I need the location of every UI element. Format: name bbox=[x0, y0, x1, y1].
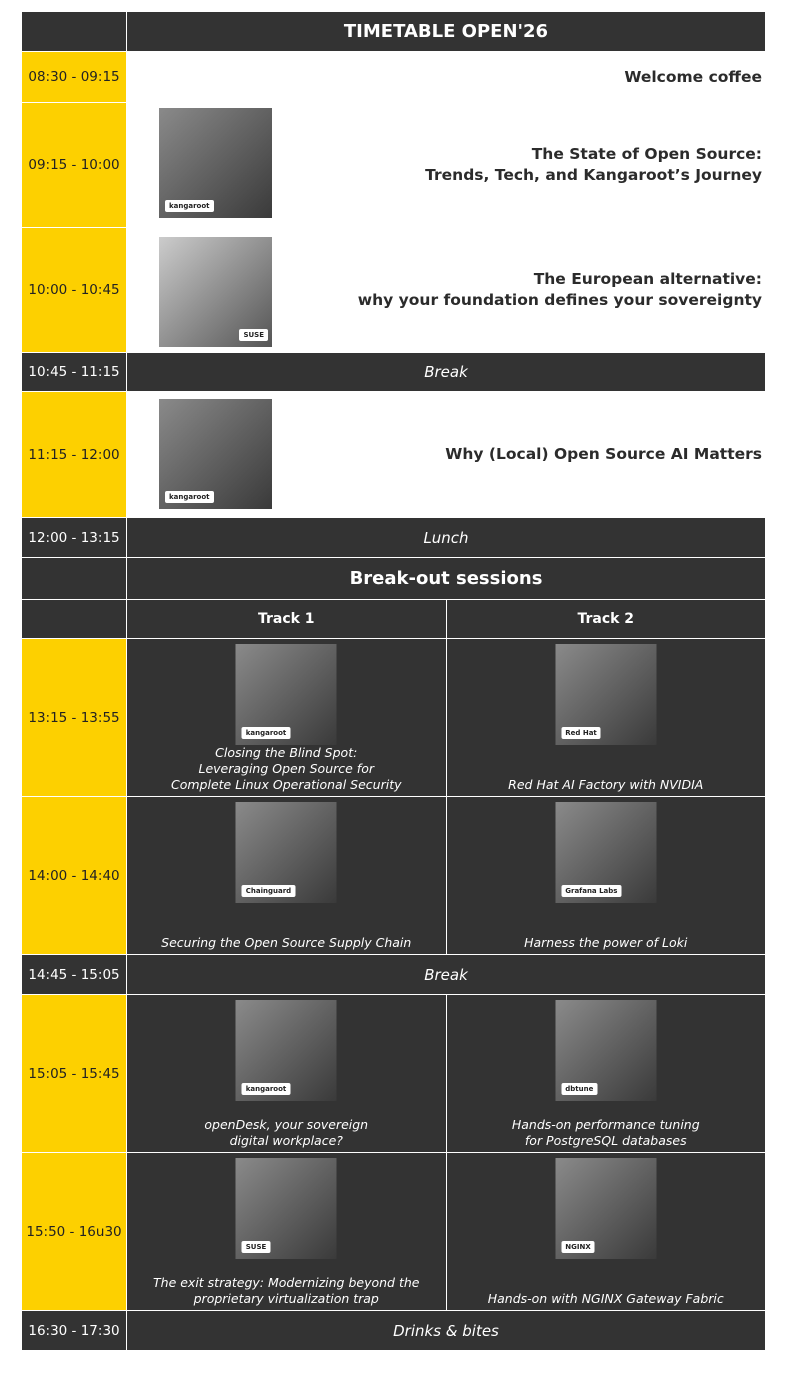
time-slot: 11:15 - 12:00 bbox=[22, 392, 127, 517]
break-row bbox=[22, 353, 765, 392]
time-slot: 09:15 - 10:00 bbox=[22, 103, 127, 227]
session-title: Harness the power of Loki bbox=[524, 935, 688, 950]
time-slot: 08:30 - 09:15 bbox=[22, 52, 127, 102]
speaker-photo bbox=[236, 1158, 337, 1259]
sponsor-logo: kangaroot bbox=[165, 491, 214, 503]
break-label: Drinks & bites bbox=[127, 1311, 765, 1350]
time-slot: 12:00 - 13:15 bbox=[22, 518, 127, 557]
breakout-row bbox=[22, 1153, 765, 1311]
speaker-photo bbox=[555, 1000, 656, 1101]
speaker-photo bbox=[236, 644, 337, 745]
breakout-header-row bbox=[22, 558, 765, 600]
sponsor-logo: dbtune bbox=[561, 1083, 597, 1095]
track-2-session bbox=[447, 1153, 766, 1310]
session-title: Hands-on performance tuning for PostgreSQL databases bbox=[511, 1117, 700, 1148]
time-slot: 15:05 - 15:45 bbox=[22, 995, 127, 1152]
session-title: The State of Open Source: Trends, Tech, and Kangaroot’s Journey bbox=[425, 145, 762, 184]
header-row bbox=[22, 12, 765, 52]
time-header bbox=[22, 12, 127, 51]
speaker-photo bbox=[159, 399, 272, 509]
speaker-photo bbox=[236, 802, 337, 903]
time-slot: 14:45 - 15:05 bbox=[22, 955, 127, 994]
lunch-label: Lunch bbox=[127, 518, 765, 557]
time-slot: 15:50 - 16u30 bbox=[22, 1153, 127, 1310]
sponsor-logo: SUSE bbox=[242, 1241, 271, 1253]
sponsor-logo: Grafana Labs bbox=[561, 885, 621, 897]
track-1-header: Track 1 bbox=[127, 600, 447, 638]
session-title: Why (Local) Open Source AI Matters bbox=[445, 445, 762, 463]
page-title: TIMETABLE OPEN'26 bbox=[127, 12, 765, 51]
breakout-row bbox=[22, 797, 765, 955]
break-label: Break bbox=[127, 955, 765, 994]
sponsor-logo: kangaroot bbox=[165, 200, 214, 212]
session-title: Securing the Open Source Supply Chain bbox=[161, 935, 412, 950]
sponsor-logo: Red Hat bbox=[561, 727, 601, 739]
breakout-title: Break-out sessions bbox=[127, 558, 765, 599]
track-2-session bbox=[447, 797, 766, 954]
session-title: Hands-on with NGINX Gateway Fabric bbox=[487, 1291, 724, 1306]
speaker-photo bbox=[555, 644, 656, 745]
breakout-row bbox=[22, 995, 765, 1153]
track-header-row bbox=[22, 600, 765, 639]
track-2-session bbox=[447, 995, 766, 1152]
sponsor-logo: NGINX bbox=[561, 1241, 594, 1253]
sponsor-logo: SUSE bbox=[239, 329, 268, 341]
time-slot: 14:00 - 14:40 bbox=[22, 797, 127, 954]
time-slot: 10:45 - 11:15 bbox=[22, 353, 127, 391]
session-title: Red Hat AI Factory with NVIDIA bbox=[508, 777, 704, 792]
speaker-photo bbox=[555, 802, 656, 903]
time-slot: 13:15 - 13:55 bbox=[22, 639, 127, 796]
break-label: Break bbox=[127, 353, 765, 391]
session-title: Closing the Blind Spot: Leveraging Open Source for Complete Linux Operational Security bbox=[170, 745, 402, 792]
track-2-header: Track 2 bbox=[447, 600, 766, 638]
speaker-photo bbox=[555, 1158, 656, 1259]
speaker-photo bbox=[236, 1000, 337, 1101]
timetable bbox=[22, 12, 765, 1351]
break-row bbox=[22, 1311, 765, 1351]
speaker-photo bbox=[159, 237, 272, 347]
time-slot: 16:30 - 17:30 bbox=[22, 1311, 127, 1350]
lunch-row bbox=[22, 518, 765, 558]
track-1-session bbox=[127, 797, 447, 954]
track-1-session bbox=[127, 995, 447, 1152]
session-row bbox=[22, 392, 765, 518]
time-slot: 10:00 - 10:45 bbox=[22, 228, 127, 352]
session-row bbox=[22, 103, 765, 228]
track-1-session bbox=[127, 1153, 447, 1310]
session-title: Welcome coffee bbox=[624, 67, 762, 86]
sponsor-logo: Chainguard bbox=[242, 885, 295, 897]
breakout-row bbox=[22, 639, 765, 797]
speaker-photo bbox=[159, 108, 272, 218]
sponsor-logo: kangaroot bbox=[242, 727, 291, 739]
session-row bbox=[22, 228, 765, 353]
track-1-session bbox=[127, 639, 447, 796]
session-title: The European alternative: why your foundation defines your sovereignty bbox=[357, 270, 762, 309]
track-2-session bbox=[447, 639, 766, 796]
session-row bbox=[22, 52, 765, 103]
session-title: The exit strategy: Modernizing beyond the proprietary virtualization trap bbox=[153, 1275, 420, 1306]
break-row bbox=[22, 955, 765, 995]
session-title: openDesk, your sovereign digital workplace? bbox=[204, 1117, 369, 1148]
sponsor-logo: kangaroot bbox=[242, 1083, 291, 1095]
